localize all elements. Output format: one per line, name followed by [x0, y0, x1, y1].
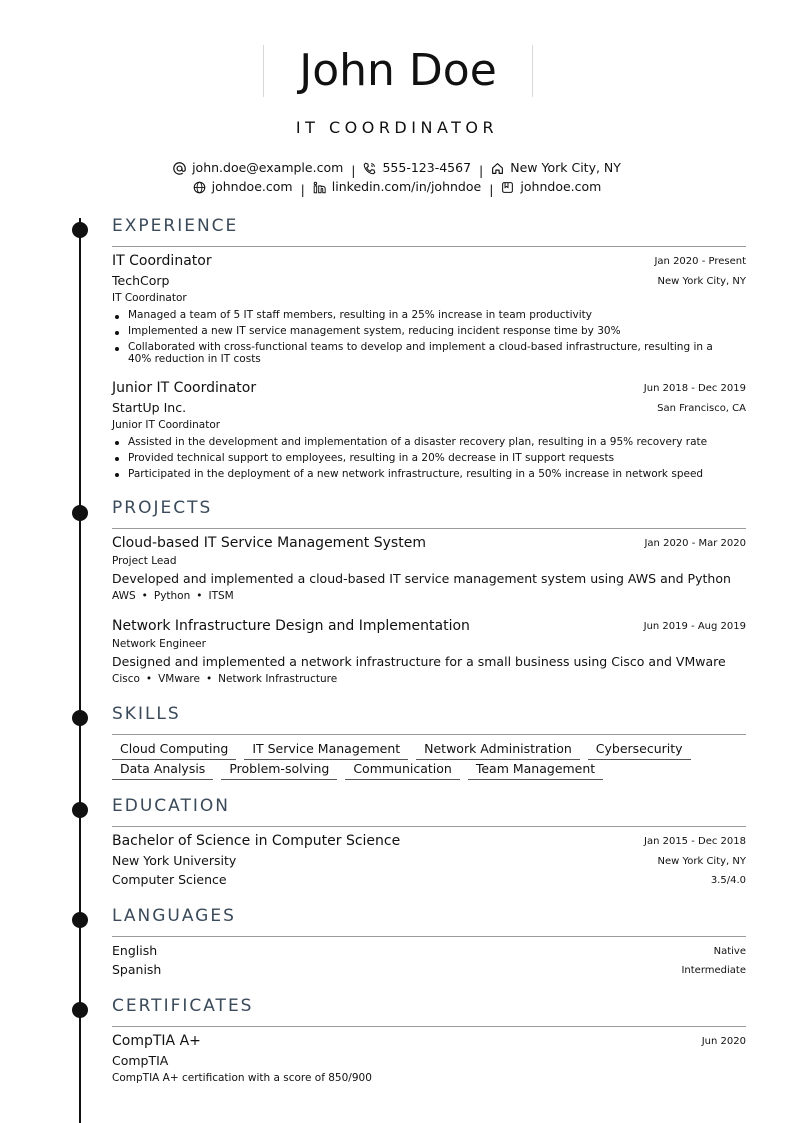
portfolio-text: johndoe.com: [520, 179, 602, 194]
linkedin-icon: [313, 181, 326, 194]
skills-row-2: [112, 760, 746, 780]
project-role: Network Engineer: [112, 638, 206, 650]
language-level: Intermediate: [681, 965, 746, 976]
candidate-name: John Doe: [263, 45, 533, 97]
certificate-description: CompTIA A+ certification with a score of 850/900: [112, 1072, 372, 1084]
globe-icon: [193, 181, 206, 194]
bullet-dot: [115, 473, 119, 477]
location-contact: [491, 159, 621, 177]
skill-tag: Cybersecurity: [588, 740, 691, 760]
section-divider: [112, 826, 746, 827]
bullet-dot: [115, 315, 119, 319]
timeline-line: [79, 218, 81, 1123]
skill-tag: Problem-solving: [221, 760, 337, 780]
job-company: TechCorp: [112, 273, 170, 288]
job-company: StartUp Inc.: [112, 400, 187, 415]
bullet-dot: [115, 347, 119, 351]
tech-separator: •: [196, 590, 203, 602]
job-bullet: Managed a team of 5 IT staff members, resulting in a 25% increase in team productivity: [128, 309, 592, 321]
job-location: San Francisco, CA: [657, 403, 746, 414]
skill-tag: Communication: [345, 760, 460, 780]
separator: |: [489, 181, 494, 197]
skill-tag: Data Analysis: [112, 760, 213, 780]
certificate-date: Jun 2020: [701, 1036, 746, 1047]
separator: |: [300, 181, 305, 197]
school-location: New York City, NY: [657, 856, 746, 867]
tech-separator: •: [145, 673, 153, 685]
at-icon: [173, 162, 186, 175]
candidate-title: IT COORDINATOR: [295, 118, 499, 137]
section-title-projects: PROJECTS: [112, 498, 213, 518]
tech-separator: •: [141, 590, 148, 602]
timeline-dot-languages: [72, 912, 88, 928]
job-bullet: Participated in the deployment of a new network infrastructure, resulting in a 50% increase in network speed: [128, 468, 704, 480]
job-bullet: Implemented a new IT service management system, reducing incident response time by 30%: [128, 325, 621, 337]
tech-tag: Python: [153, 590, 191, 602]
timeline-dot-projects: [72, 505, 88, 521]
school-name: New York University: [112, 853, 237, 868]
job-bullet: Assisted in the development and implementation of a disaster recovery plan, resulting in a 95% recovery rate: [128, 436, 708, 448]
home-icon: [491, 162, 504, 175]
section-divider: [112, 1026, 746, 1027]
section-divider: [112, 734, 746, 735]
phone-text: 555-123-4567: [382, 160, 472, 175]
project-tech-list: [112, 673, 337, 685]
section-divider: [112, 936, 746, 937]
job-bullet: Collaborated with cross-functional teams to develop and implement a cloud-based infrastructure, resulting in a 40% reduction in IT costs: [128, 341, 713, 365]
linkedin-text: linkedin.com/in/johndoe: [331, 179, 482, 194]
tech-tag: AWS: [112, 590, 136, 602]
separator: |: [479, 162, 484, 178]
education-dates: Jan 2015 - Dec 2018: [644, 836, 746, 847]
skills-row-1: [112, 740, 746, 760]
job-title: Junior IT Coordinator: [112, 380, 257, 396]
project-tech-list: [112, 590, 234, 602]
project-title: Cloud-based IT Service Management System: [112, 535, 426, 551]
email-text: john.doe@example.com: [192, 160, 344, 175]
certificate-issuer: CompTIA: [112, 1053, 169, 1068]
tech-tag: VMware: [158, 673, 200, 685]
email-contact[interactable]: [173, 159, 343, 177]
job-dates: Jan 2020 - Present: [654, 256, 746, 267]
tech-tag: ITSM: [208, 590, 234, 602]
project-dates: Jun 2019 - Aug 2019: [643, 621, 746, 632]
gpa: 3.5/4.0: [710, 875, 746, 886]
certificate-name: CompTIA A+: [112, 1033, 201, 1049]
contact-row-2: [0, 178, 794, 199]
section-title-experience: EXPERIENCE: [112, 216, 239, 236]
website-contact[interactable]: [193, 178, 293, 196]
job-role: Junior IT Coordinator: [112, 419, 221, 431]
bullet-dot: [115, 441, 119, 445]
project-title: Network Infrastructure Design and Implementation: [112, 618, 470, 634]
project-description: Developed and implemented a cloud-based IT service management system using AWS and Python: [112, 571, 731, 586]
project-role: Project Lead: [112, 555, 177, 567]
contact-row-1: [0, 159, 794, 180]
section-title-languages: LANGUAGES: [112, 906, 236, 926]
tech-tag: Network Infrastructure: [218, 673, 338, 685]
phone-icon: [363, 162, 376, 175]
project-description: Designed and implemented a network infrastructure for a small business using Cisco and VMware: [112, 654, 726, 669]
language-level: Native: [713, 946, 746, 957]
timeline-dot-certificates: [72, 1002, 88, 1018]
language-name: English: [112, 943, 158, 958]
job-bullet: Provided technical support to employees, resulting in a 20% decrease in IT support requests: [128, 452, 615, 464]
portfolio-icon: [501, 181, 514, 194]
job-role: IT Coordinator: [112, 292, 187, 304]
timeline-dot-experience: [72, 222, 88, 238]
tech-tag: Cisco: [112, 673, 140, 685]
job-dates: Jun 2018 - Dec 2019: [643, 383, 746, 394]
skill-tag: Network Administration: [416, 740, 580, 760]
section-title-skills: SKILLS: [112, 704, 181, 724]
job-location: New York City, NY: [657, 276, 746, 287]
section-divider: [112, 528, 746, 529]
portfolio-contact[interactable]: [501, 178, 601, 196]
timeline-dot-skills: [72, 710, 88, 726]
field-of-study: Computer Science: [112, 872, 227, 887]
skill-tag: IT Service Management: [244, 740, 408, 760]
job-title: IT Coordinator: [112, 253, 212, 269]
skill-tag: Team Management: [468, 760, 603, 780]
location-text: New York City, NY: [510, 160, 621, 175]
bullet-dot: [115, 457, 119, 461]
website-text: johndoe.com: [211, 179, 293, 194]
language-name: Spanish: [112, 962, 162, 977]
section-title-certificates: CERTIFICATES: [112, 996, 254, 1016]
section-divider: [112, 246, 746, 247]
linkedin-contact[interactable]: [313, 178, 481, 196]
timeline-dot-education: [72, 802, 88, 818]
bullet-dot: [115, 331, 119, 335]
degree: Bachelor of Science in Computer Science: [112, 833, 401, 849]
section-title-education: EDUCATION: [112, 796, 230, 816]
separator: |: [351, 162, 356, 178]
phone-contact[interactable]: [363, 159, 471, 177]
skill-tag: Cloud Computing: [112, 740, 236, 760]
tech-separator: •: [205, 673, 213, 685]
project-dates: Jan 2020 - Mar 2020: [644, 538, 746, 549]
